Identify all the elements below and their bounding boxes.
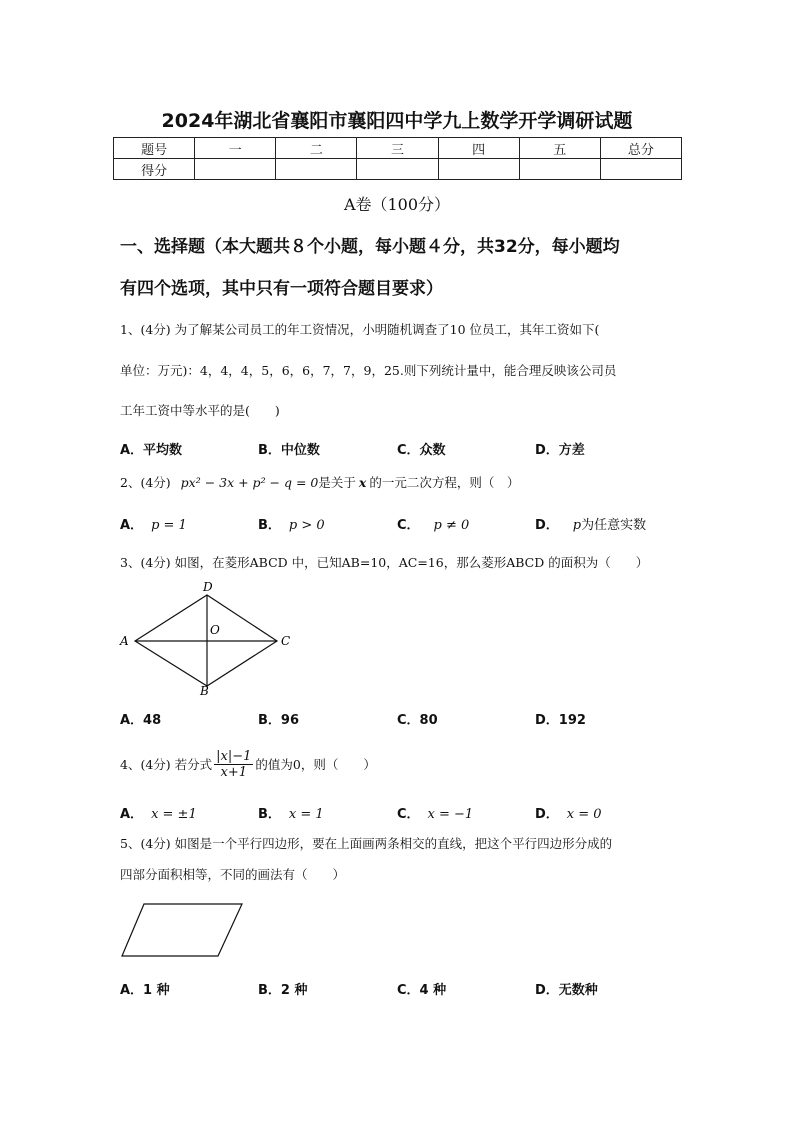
option-letter: A．	[120, 807, 144, 822]
question-1-line2: 单位：万元)：4，4，4，5，6，6，7，7，9，25.则下列统计量中，能合理反映该公司员	[120, 363, 617, 378]
question-2	[120, 473, 519, 491]
q4-option-c	[397, 803, 473, 822]
question-5-line2: 四部分面积相等，不同的画法有（ ）	[120, 867, 346, 882]
q2-option-b	[258, 514, 325, 533]
q4-numerator: |x|−1	[216, 748, 252, 764]
q5-option-c: C．4 种	[397, 983, 447, 998]
q4-option-d	[535, 803, 602, 822]
q2-prefix: 2、(4分)	[120, 475, 171, 490]
q2-option-c	[397, 514, 469, 533]
q2-option-d	[535, 514, 646, 533]
question-1-line3: 工年工资中等水平的是( )	[120, 403, 280, 418]
score-cell	[600, 159, 681, 180]
q2-option-a	[120, 514, 187, 533]
q5-option-b: B．2 种	[258, 983, 308, 998]
score-cell	[519, 159, 600, 180]
score-cell	[438, 159, 519, 180]
option-letter: D．	[535, 807, 559, 822]
option-expression: p ≠ 0	[433, 518, 470, 533]
q2-equation: px² − 3x + p² − q = 0	[180, 475, 319, 490]
score-cell	[276, 159, 357, 180]
label-c: C	[281, 634, 291, 648]
score-table	[113, 137, 682, 180]
option-expression: p = 1	[151, 518, 187, 533]
q4-option-b	[258, 803, 324, 822]
option-expression: p > 0	[288, 518, 325, 533]
score-cell: 四	[438, 138, 519, 159]
q4-denominator: x+1	[220, 764, 248, 780]
option-letter: D．	[535, 518, 559, 533]
q4-prefix: 4、(4分) 若分式	[120, 757, 213, 772]
q4-option-a	[120, 803, 197, 822]
option-letter: C．	[397, 518, 420, 533]
question-4	[120, 740, 376, 788]
option-letter: B．	[258, 807, 281, 822]
option-expression: x = 1	[288, 807, 324, 822]
score-cell: 二	[276, 138, 357, 159]
question-1-line1: 1、(4分) 为了解某公司员工的年工资情况，小明随机调查了10 位员工，其年工资如下(	[120, 322, 600, 337]
exam-title: 2024年湖北省襄阳市襄阳四中学九上数学开学调研试题	[161, 110, 633, 132]
q3-option-c: C．80	[397, 713, 438, 728]
label-a: A	[120, 634, 129, 648]
score-table-score-row	[114, 159, 682, 180]
score-cell: 题号	[114, 138, 195, 159]
option-expression: p	[572, 518, 582, 533]
score-table-header-row	[114, 138, 682, 159]
q3-option-d: D．192	[535, 713, 586, 728]
section-heading-line1: 一、选择题（本大题共８个小题，每小题４分，共32分，每小题均	[120, 237, 620, 257]
q1-option-a: A．平均数	[120, 443, 183, 458]
q4-fraction	[214, 749, 253, 780]
score-cell: 得分	[114, 159, 195, 180]
label-b: B	[200, 684, 209, 698]
question-3: 3、(4分) 如图，在菱形ABCD 中，已知AB=10，AC=16，那么菱形ABCD 的面积为（ ）	[120, 555, 649, 570]
q3-option-b: B．96	[258, 713, 299, 728]
volume-title: A卷（100分）	[343, 195, 451, 214]
q4-suffix: 的值为0，则（ ）	[255, 757, 376, 772]
option-letter: C．	[397, 807, 420, 822]
q2-suffix-b: 的一元二次方程，则（ ）	[369, 475, 520, 490]
parallelogram-outline	[122, 904, 242, 956]
parallelogram-figure	[118, 898, 248, 962]
q1-option-c: C．众数	[397, 443, 446, 458]
option-letter: A．	[120, 518, 144, 533]
score-cell	[357, 159, 438, 180]
question-5-line1: 5、(4分) 如图是一个平行四边形，要在上面画两条相交的直线，把这个平行四边形分成的	[120, 836, 613, 851]
rhombus-figure	[115, 578, 295, 698]
option-expression: x = 0	[566, 807, 602, 822]
q3-option-a: A．48	[120, 713, 162, 728]
score-cell: 三	[357, 138, 438, 159]
q1-option-b: B．中位数	[258, 443, 320, 458]
score-cell: 一	[195, 138, 276, 159]
q5-option-d: D．无数种	[535, 983, 598, 998]
q1-option-d: D．方差	[535, 443, 585, 458]
score-cell: 五	[519, 138, 600, 159]
q2-suffix-a: 是关于	[318, 475, 356, 490]
label-d: D	[203, 580, 213, 594]
q2-variable: x	[358, 475, 367, 490]
section-heading-line2: 有四个选项，其中只有一项符合题目要求）	[120, 279, 443, 299]
option-expression: x = −1	[427, 807, 474, 822]
score-cell	[195, 159, 276, 180]
q5-option-a: A．1 种	[120, 983, 170, 998]
label-o: O	[210, 623, 220, 637]
score-cell: 总分	[600, 138, 681, 159]
option-letter: B．	[258, 518, 281, 533]
option-expression: x = ±1	[151, 807, 197, 822]
option-tail: 为任意实数	[581, 518, 647, 533]
